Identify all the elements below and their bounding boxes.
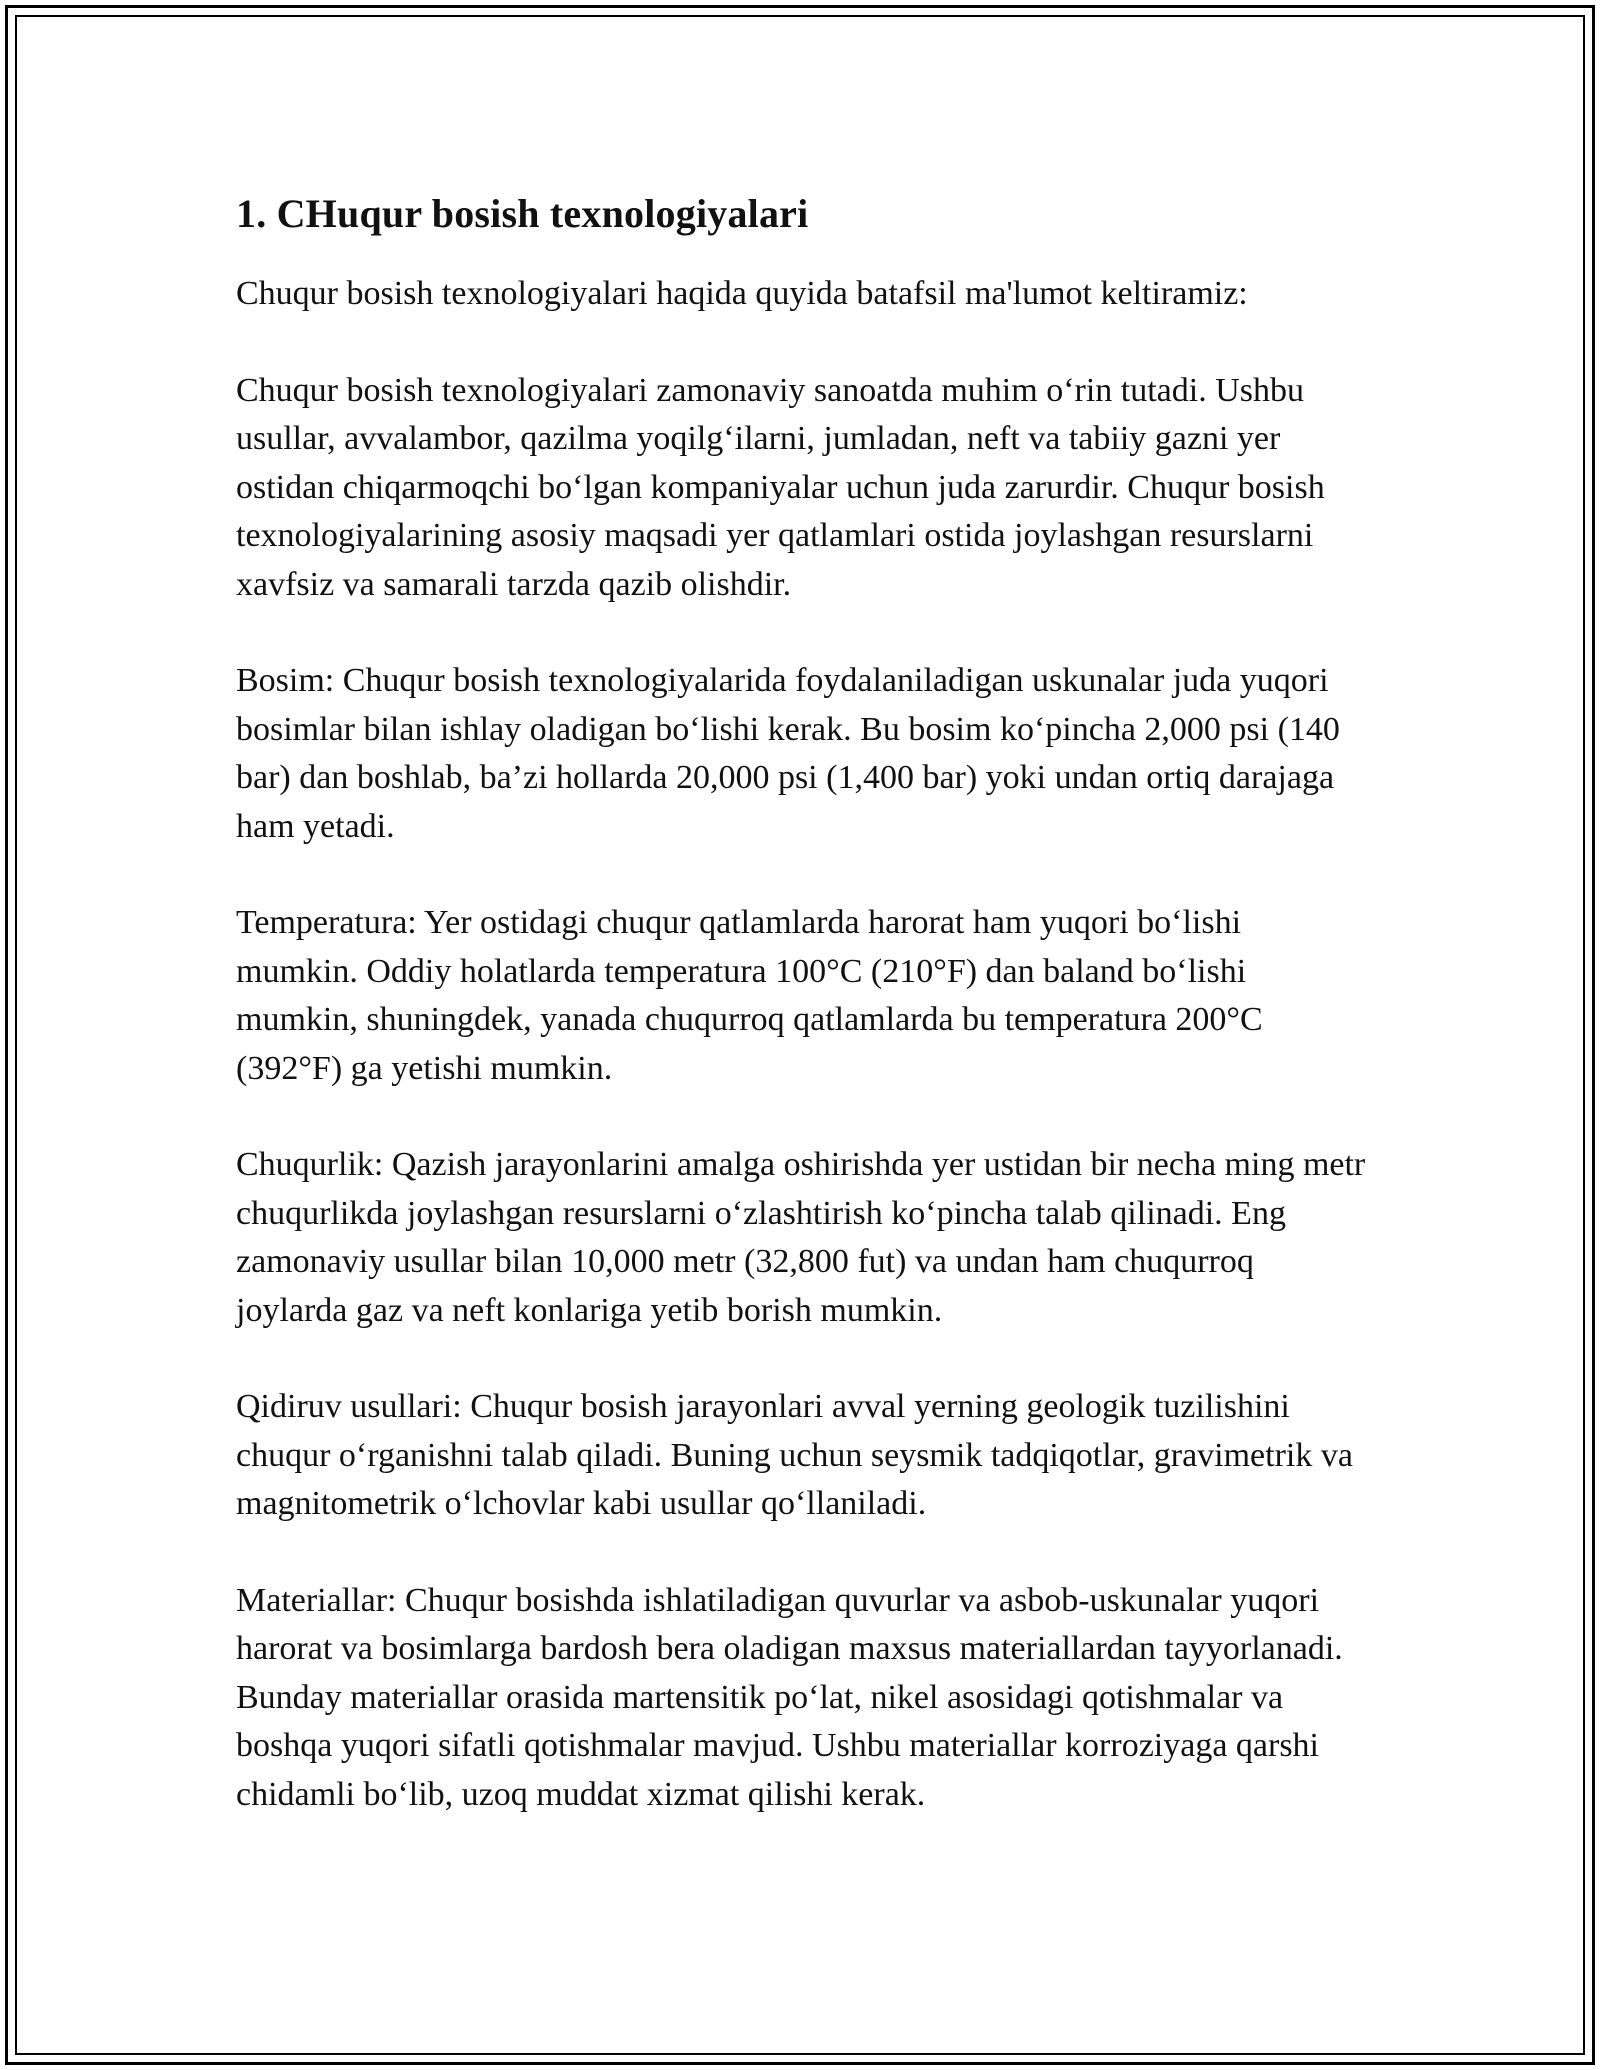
materials-paragraph: Materiallar: Chuqur bosishda ishlatiladigan quvurlar va asbob-uskunalar yuqori harorat va bosimlarga bardosh bera oladigan maxsus materiallardan tayyorlanadi. Bunday materiallar orasida martensitik po‘lat, nikel asosidagi qotishmalar va boshqa yuqori sifatli qotishmalar mavjud. Ushbu materiallar korroziyaga qarshi chidamli bo‘lib, uzoq muddat xizmat qilishi kerak. bbox=[236, 1581, 1343, 1813]
temperature-paragraph: Temperatura: Yer ostidagi chuqur qatlamlarda harorat ham yuqori bo‘lishi mumkin. Oddiy holatlarda temperatura 100°C (210°F) dan baland bo‘lishi mumkin, shuningdek, yanada chuqurroq qatlamlarda bu temperatura 200°C (392°F) ga yetishi mumkin. bbox=[236, 904, 1263, 1087]
pressure-paragraph: Bosim: Chuqur bosish texnologiyalarida foydalaniladigan uskunalar juda yuqori bosimlar bilan ishlay oladigan bo‘lishi kerak. Bu bosim ko‘pincha 2,000 psi (140 bar) dan boshlab, ba’zi hollarda 20,000 psi (1,400 bar) yoki undan ortiq darajaga ham yetadi. bbox=[236, 662, 1340, 845]
document-body bbox=[236, 188, 1366, 1867]
section-heading: 1. CHuqur bosish texnologiyalari bbox=[236, 191, 809, 236]
intro-paragraph: Chuqur bosish texnologiyalari haqida quyida batafsil ma'lumot keltiramiz: bbox=[236, 275, 1248, 312]
exploration-methods-paragraph: Qidiruv usullari: Chuqur bosish jarayonlari avval yerning geologik tuzilishini chuqur o‘rganishni talab qiladi. Buning uchun seysmik tadqiqotlar, gravimetrik va magnitometrik o‘lchovlar kabi usullar qo‘llaniladi. bbox=[236, 1388, 1353, 1522]
overview-paragraph: Chuqur bosish texnologiyalari zamonaviy sanoatda muhim o‘rin tutadi. Ushbu usullar, avvalambor, qazilma yoqilg‘ilarni, jumladan, neft va tabiiy gazni yer ostidan chiqarmoqchi bo‘lgan kompaniyalar uchun juda zarurdir. Chuqur bosish texnologiyalarining asosiy maqsadi yer qatlamlari ostida joylashgan resurslarni xavfsiz va samarali tarzda qazib olishdir. bbox=[236, 371, 1325, 603]
depth-paragraph: Chuqurlik: Qazish jarayonlarini amalga oshirishda yer ustidan bir necha ming metr chuqurlikda joylashgan resurslarni o‘zlashtirish ko‘pincha talab qilinadi. Eng zamonaviy usullar bilan 10,000 metr (32,800 fut) va undan ham chuqurroq joylarda gaz va neft konlariga yetib borish mumkin. bbox=[236, 1146, 1366, 1329]
